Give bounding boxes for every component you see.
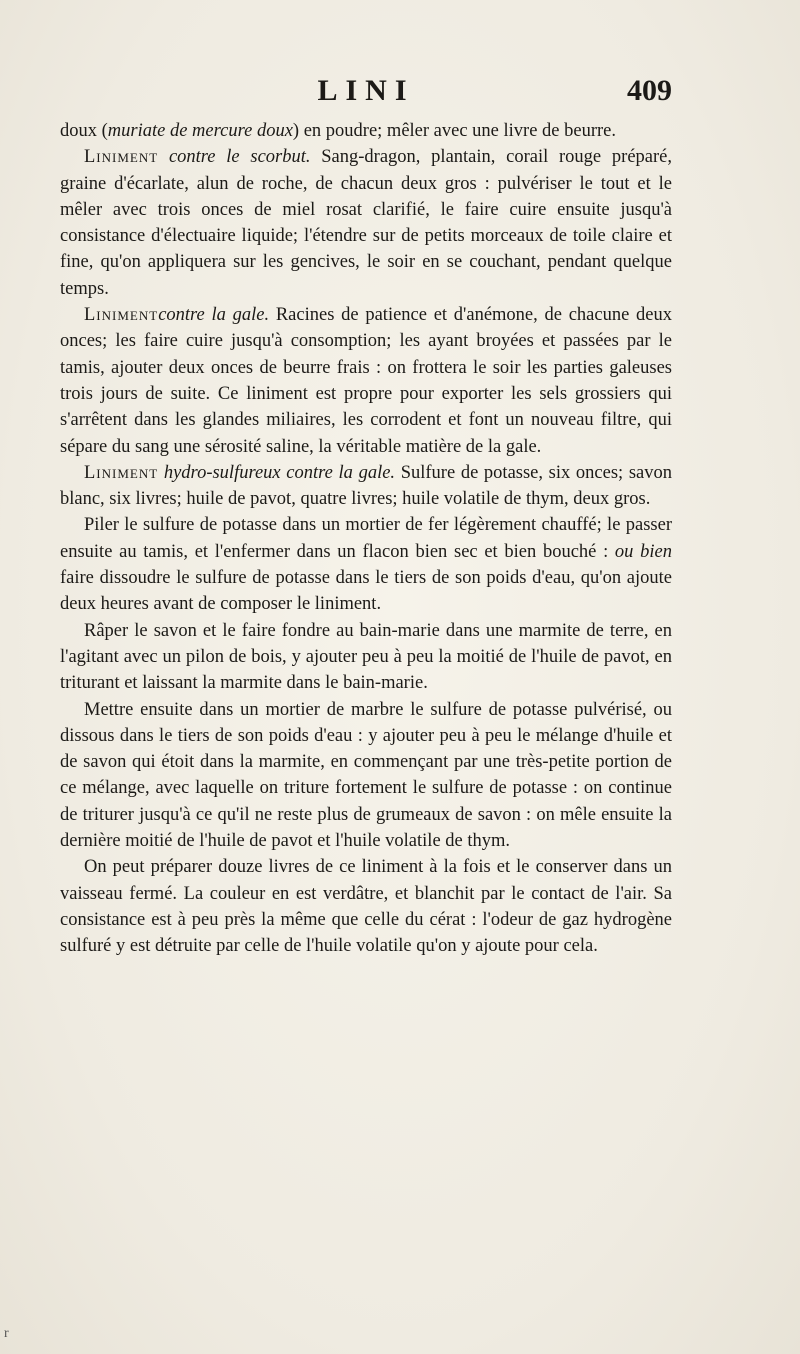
- entry-title: hydro-sulfureux contre la gale.: [158, 462, 396, 483]
- entry-lead: Liniment: [84, 305, 159, 326]
- corner-mark: r: [4, 1326, 9, 1341]
- paragraph-text: On peut préparer douze livres de ce liniment à la fois et le conserver dans un vaisseau fermé. La couleur en est verdâtre, et blanchit par le contact de l'air. Sa consistance est à peu près la même que celle du cérat : l'odeur de gaz hydrogène sulfuré y est détruite par celle de l'huile volatile qu'on y ajoute pour cela.: [60, 857, 672, 957]
- italic-text: muriate de mercure doux: [107, 121, 293, 141]
- entry-title: contre le scorbut.: [158, 147, 311, 168]
- paragraph-text: Râper le savon et le faire fondre au bain-marie dans une marmite de terre, en l'agitant avec un pilon de bois, y ajouter peu à peu la moitié de l'huile de pavot, en triturant et laissant la marmite dans le bain-marie.: [60, 620, 672, 694]
- running-title: LINI: [317, 74, 415, 107]
- paragraph-raper: [60, 618, 672, 697]
- paragraph-text: Racines de patience et d'anémone, de chacune deux onces; les faire cuire jusqu'à consomption; les ayant broyées et passées par le tamis, ajouter deux onces de beurre frais : on frottera le soir les parties galeuses trois jours de suite. Ce liniment est propre pour exporter les sels grossiers qui s'arrêtent dans les glandes miliaires, les corrodent et font un nouveau filtre, qui sépare du sang une sérosité saline, la véritable matière de la gale.: [60, 305, 672, 457]
- paragraph-text: Piler le sulfure de potasse dans un mortier de fer légèrement chauffé; le passer ensuite au tamis, et l'enfermer dans un flacon bien sec et bien bouché :: [60, 515, 672, 562]
- entry-lead: Liniment: [84, 147, 159, 168]
- page-body: [60, 118, 672, 960]
- entry-title: contre la gale.: [158, 305, 270, 326]
- italic-text: ou bien: [614, 541, 672, 562]
- paragraph-text: doux (: [60, 121, 108, 141]
- paragraph-text: Sang-dragon, plantain, corail rouge préparé, graine d'écarlate, alun de roche, de chacun deux gros : pulvériser le tout et le mêler avec trois onces de miel rosat clarifié, le faire cuire ensuite jusqu'à consistance d'électuaire liquide; l'étendre sur de petits morceaux de toile claire et fine, qu'on appliquera sur les gencives, le soir en se couchant, pendant quelque temps.: [60, 147, 672, 299]
- paragraph-mettre: [60, 697, 672, 855]
- paragraph-text: Sulfure de potasse, six onces; savon blanc, six livres; huile de pavot, quatre livres; huile volatile de thym, deux gros.: [60, 462, 672, 510]
- paragraph-intro: [60, 118, 672, 144]
- page-number: 409: [627, 74, 672, 107]
- paragraph-liniment-hydro-sulfureux: [60, 460, 672, 513]
- paragraph-liniment-scorbut: [60, 144, 672, 302]
- paragraph-text: faire dissoudre le sulfure de potasse dans le tiers de son poids d'eau, qu'on ajoute deux heures avant de composer le liniment.: [60, 568, 672, 615]
- paragraph-text: ) en poudre; mêler avec une livre de beurre.: [292, 121, 616, 141]
- page-header: [60, 74, 672, 114]
- paragraph-piler: [60, 512, 672, 617]
- paragraph-preparer: [60, 854, 672, 959]
- paragraph-liniment-gale: [60, 302, 672, 460]
- paragraph-text: Mettre ensuite dans un mortier de marbre le sulfure de potasse pulvérisé, ou dissous dans le tiers de son poids d'eau : y ajouter peu à peu le mélange d'huile et de savon qui étoit dans la marmite, en commençant par une très-petite portion de ce mélange, avec laquelle on triture fortement le sulfure de potasse : on continue de triturer jusqu'à ce qu'il ne reste plus de grumeaux de savon : on mêle ensuite la dernière moitié de l'huile de pavot et l'huile volatile de thym.: [60, 699, 672, 852]
- entry-lead: Liniment: [84, 462, 159, 483]
